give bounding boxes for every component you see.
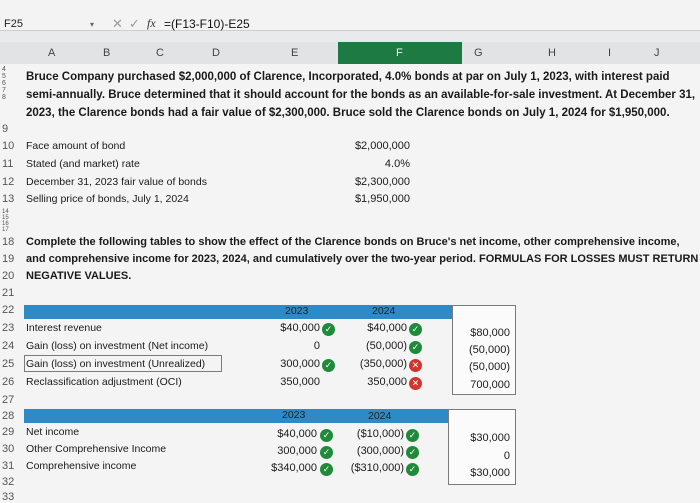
column-header-j[interactable]: J (654, 47, 660, 59)
given-value[interactable]: $1,950,000 (354, 193, 410, 205)
table1-value-total[interactable]: (50,000) (469, 344, 510, 356)
table2-header-2023: 2023 (282, 409, 306, 421)
column-header-c[interactable]: C (156, 47, 164, 59)
table1-value-2023[interactable]: 0 (313, 340, 320, 352)
table2-header-2024: 2024 (368, 410, 392, 422)
row-number[interactable]: 13 (2, 193, 15, 205)
enter-icon[interactable]: ✓ (129, 16, 140, 31)
name-box[interactable]: F25 (4, 18, 23, 30)
row-number[interactable]: 30 (2, 443, 15, 455)
row-number[interactable]: 14 (2, 209, 9, 215)
check-icon: ✓ (320, 463, 333, 476)
row-number[interactable]: 20 (2, 270, 15, 282)
row-number[interactable]: 27 (2, 394, 15, 406)
table2-value-2023[interactable]: $40,000 (277, 428, 317, 440)
column-header-bar-right (462, 42, 700, 64)
given-label[interactable]: December 31, 2023 fair value of bonds (26, 176, 207, 188)
formula-input[interactable]: =(F13-F10)-E25 (164, 17, 250, 31)
column-header-h[interactable]: H (548, 47, 556, 59)
table1-value-2023[interactable]: $40,000 (280, 322, 320, 334)
intro-line-3: 2023, the Clarence bonds had a fair value of $2,300,000. Bruce sold the Clarence bonds on July 1, 2024 for $1,950,000. (26, 107, 670, 119)
row-number[interactable]: 7 (2, 87, 6, 94)
row-number[interactable]: 32 (2, 476, 15, 488)
function-icon[interactable]: fx (147, 16, 156, 30)
cancel-icon[interactable]: ✕ (112, 16, 123, 31)
check-icon: ✓ (406, 446, 419, 459)
instruction-line-3: NEGATIVE VALUES. (26, 270, 132, 282)
given-value[interactable]: $2,000,000 (354, 140, 410, 152)
table2-header-band (24, 409, 516, 423)
table1-value-2023[interactable]: 300,000 (280, 358, 320, 370)
table1-value-2024[interactable]: $40,000 (367, 322, 407, 334)
check-icon: ✓ (322, 359, 335, 372)
table1-value-total[interactable]: $80,000 (470, 327, 510, 339)
table1-row-label[interactable]: Gain (loss) on investment (Net income) (26, 340, 209, 352)
check-icon: ✓ (406, 463, 419, 476)
check-icon: ✓ (406, 429, 419, 442)
intro-line-2: semi-annually. Bruce determined that it should account for the bonds as an available-for-sale investment. At December 31, (26, 89, 696, 101)
row-number[interactable]: 4 (2, 66, 6, 73)
intro-line-1: Bruce Company purchased $2,000,000 of Clarence, Incorporated, 4.0% bonds at par on July 1, 2023, with interest paid (26, 71, 670, 83)
cross-icon: ✕ (409, 359, 422, 372)
check-icon: ✓ (320, 446, 333, 459)
table1-value-2024[interactable]: 350,000 (367, 376, 407, 388)
table1-value-2024[interactable]: (350,000) (359, 358, 407, 370)
table1-value-2024[interactable]: (50,000) (366, 340, 407, 352)
formula-bar (0, 0, 700, 31)
row-number[interactable]: 26 (2, 376, 15, 388)
instruction-line-2: and comprehensive income for 2023, 2024, and cumulatively over the two-year period. FORMULAS FOR LOSSES MUST RETURN (26, 253, 699, 265)
check-icon: ✓ (320, 429, 333, 442)
row-number[interactable]: 9 (2, 123, 9, 135)
row-number[interactable]: 22 (2, 304, 15, 316)
given-label[interactable]: Stated (and market) rate (26, 158, 140, 170)
check-icon: ✓ (322, 323, 335, 336)
cross-icon: ✕ (409, 377, 422, 390)
given-value[interactable]: 4.0% (384, 158, 410, 170)
table2-value-2023[interactable]: $340,000 (271, 462, 317, 474)
given-label[interactable]: Selling price of bonds, July 1, 2024 (26, 193, 189, 205)
check-icon: ✓ (409, 341, 422, 354)
row-number[interactable]: 11 (2, 158, 14, 170)
row-number[interactable]: 29 (2, 426, 15, 438)
table2-row-label[interactable]: Net income (26, 426, 80, 438)
table1-header-2023: 2023 (285, 305, 309, 317)
column-header-e[interactable]: E (291, 47, 299, 59)
column-header-b[interactable]: B (103, 47, 111, 59)
instruction-line-1: Complete the following tables to show the effect of the Clarence bonds on Bruce's net income, other comprehensive income, (26, 236, 680, 248)
row-number[interactable]: 23 (2, 322, 15, 334)
table1-value-2023[interactable]: 350,000 (280, 376, 320, 388)
table2-value-2024[interactable]: ($310,000) (350, 462, 404, 474)
row-number[interactable]: 6 (2, 80, 6, 87)
table2-value-total[interactable]: $30,000 (470, 467, 510, 479)
column-header-i[interactable]: I (608, 47, 612, 59)
table2-row-label[interactable]: Other Comprehensive Income (26, 443, 167, 455)
table2-row-label[interactable]: Comprehensive income (26, 460, 137, 472)
table1-row-label[interactable]: Gain (loss) on investment (Unrealized) (26, 358, 206, 370)
column-header-g[interactable]: G (474, 47, 483, 59)
row-number[interactable]: 24 (2, 340, 15, 352)
table2-value-total[interactable]: $30,000 (470, 432, 510, 444)
given-value[interactable]: $2,300,000 (354, 176, 410, 188)
table2-value-total[interactable]: 0 (503, 450, 510, 462)
row-number[interactable]: 16 (2, 221, 9, 227)
row-number-stack (2, 209, 22, 233)
given-label[interactable]: Face amount of bond (26, 140, 126, 152)
row-number[interactable]: 21 (2, 287, 15, 299)
row-number[interactable]: 12 (2, 176, 15, 188)
row-number[interactable]: 17 (2, 227, 9, 233)
table2-value-2024[interactable]: (300,000) (356, 445, 404, 457)
table1-header-2024: 2024 (372, 305, 396, 317)
check-icon: ✓ (409, 323, 422, 336)
row-number[interactable]: 5 (2, 73, 6, 80)
column-header-f[interactable]: F (396, 47, 403, 59)
row-number[interactable]: 25 (2, 358, 15, 370)
table1-row-label[interactable]: Interest revenue (26, 322, 102, 334)
table1-value-total[interactable]: 700,000 (470, 379, 510, 391)
row-number[interactable]: 8 (2, 94, 6, 101)
row-number[interactable]: 15 (2, 215, 9, 221)
column-header-d[interactable]: D (212, 47, 220, 59)
row-number[interactable]: 31 (2, 460, 15, 472)
table1-header-band (24, 305, 516, 319)
table2-value-2023[interactable]: 300,000 (277, 445, 317, 457)
row-number[interactable]: 18 (2, 236, 15, 248)
column-header-a[interactable]: A (48, 47, 56, 59)
chevron-down-icon[interactable]: ▾ (90, 20, 95, 29)
column-header-f-selected[interactable] (338, 42, 462, 64)
row-number[interactable]: 19 (2, 253, 15, 265)
row-number[interactable]: 10 (2, 140, 15, 152)
table1-row-label[interactable]: Reclassification adjustment (OCI) (26, 376, 182, 388)
row-number-stack (2, 66, 22, 101)
row-number[interactable]: 28 (2, 410, 15, 422)
table1-value-total[interactable]: (50,000) (469, 361, 510, 373)
row-number[interactable]: 33 (2, 491, 15, 503)
table2-value-2024[interactable]: ($10,000) (356, 428, 404, 440)
